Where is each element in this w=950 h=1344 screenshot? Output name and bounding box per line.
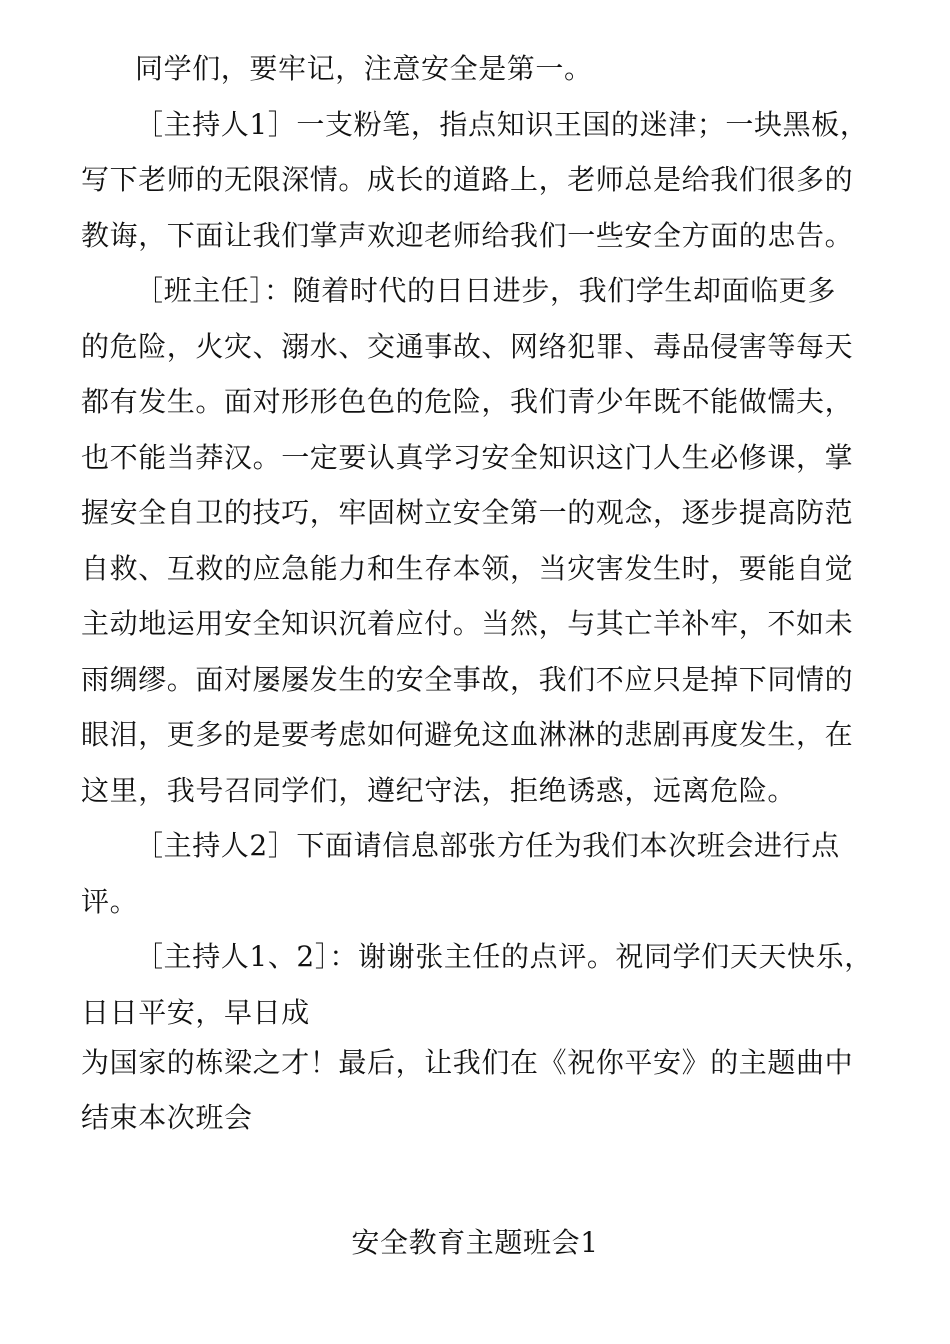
paragraph-5-line-3: 为国家的栋梁之才！最后，让我们在《祝你平安》的主题曲中 [81,1046,854,1079]
paragraph-3-line-2: 的危险，火灾、溺水、交通事故、网络犯罪、毒品侵害等每天 [81,330,854,363]
paragraph-3-line-6: 自救、互救的应急能力和生存本领，当灾害发生时，要能自觉 [81,552,854,585]
paragraph-3-line-1: ［班主任］：随着时代的日日进步，我们学生却面临更多 [135,274,837,307]
paragraph-3-line-8: 雨绸缪。面对屡屡发生的安全事故，我们不应只是掉下同情的 [81,663,854,696]
paragraph-4-line-2: 评。 [81,885,139,918]
paragraph-3-line-5: 握安全自卫的技巧，牢固树立安全第一的观念，逐步提高防范 [81,496,854,529]
paragraph-3-line-3: 都有发生。面对形形色色的危险，我们青少年既不能做懦夫， [81,385,854,418]
paragraph-2-line-1: ［主持人1］一支粉笔，指点知识王国的迷津；一块黑板， [135,108,869,141]
paragraph-5-line-4: 结束本次班会 [81,1101,253,1134]
paragraph-5-line-1: ［主持人1、2］：谢谢张主任的点评。祝同学们天天快乐， [135,940,873,973]
paragraph-3-line-10: 这里，我号召同学们，遵纪守法，拒绝诱惑，远离危险。 [81,774,797,807]
paragraph-5-line-2: 日日平安，早日成 [81,996,310,1029]
paragraph-4-line-1: ［主持人2］下面请信息部张方任为我们本次班会进行点 [135,829,840,862]
paragraph-2-line-3: 教诲，下面让我们掌声欢迎老师给我们一些安全方面的忠告。 [81,219,854,252]
paragraph-2-line-2: 写下老师的无限深情。成长的道路上，老师总是给我们很多的 [81,163,854,196]
paragraph-3-line-7: 主动地运用安全知识沉着应付。当然，与其亡羊补牢，不如未 [81,607,854,640]
paragraph-3-line-9: 眼泪，更多的是要考虑如何避免这血淋淋的悲剧再度发生，在 [81,718,854,751]
paragraph-1-line-1: 同学们，要牢记，注意安全是第一。 [135,52,593,85]
paragraph-3-line-4: 也不能当莽汉。一定要认真学习安全知识这门人生必修课，掌 [81,441,854,474]
section-title: 安全教育主题班会1 [351,1226,599,1259]
